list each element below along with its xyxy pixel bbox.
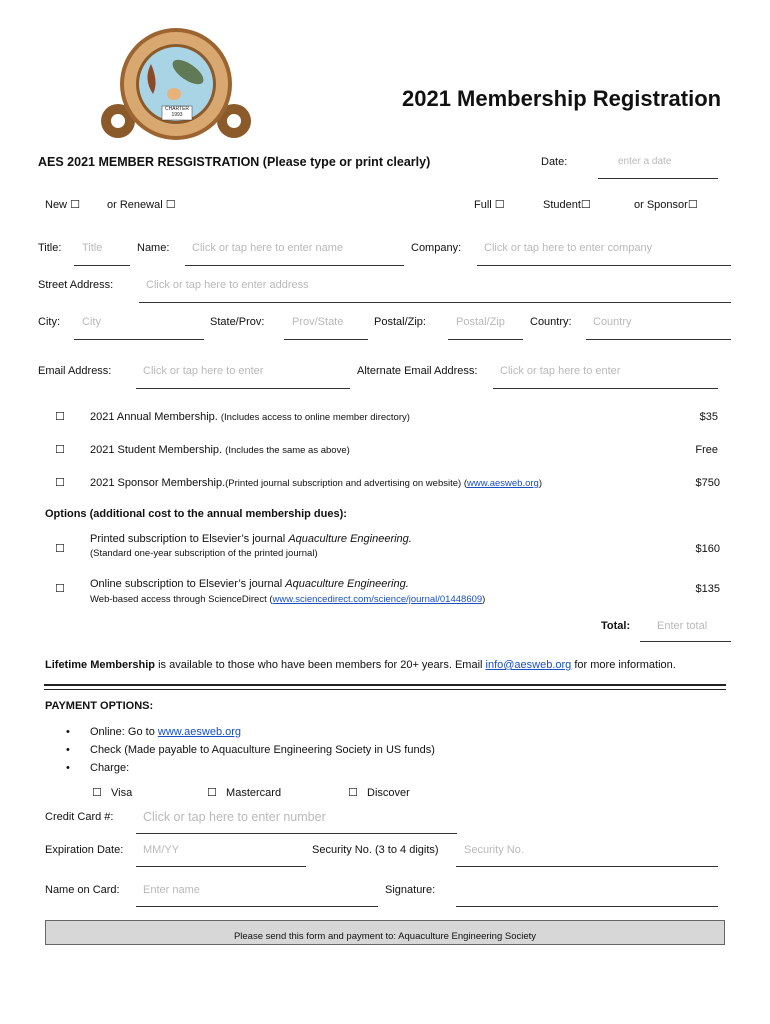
online-payment-link[interactable]: www.aesweb.org xyxy=(157,726,242,738)
options-heading: Options (additional cost to the annual membership dues): xyxy=(45,508,347,520)
printed-subscription-line2: (Standard one-year subscription of the printed journal) xyxy=(90,548,318,559)
bullet-check: • xyxy=(66,744,70,756)
online-subscription-price: $135 xyxy=(695,583,720,595)
cc-field[interactable]: Click or tap here to enter number xyxy=(143,810,326,824)
street-label: Street Address: xyxy=(38,279,114,291)
lifetime-note: Lifetime Membership is available to those who have been members for 20+ years. Email info@aesweb.org for more information. xyxy=(45,659,676,671)
total-underline xyxy=(640,641,731,642)
title-field[interactable]: Title xyxy=(82,242,103,254)
visa-checkbox[interactable]: ☐ Visa xyxy=(92,786,133,799)
cc-underline xyxy=(136,833,457,834)
aes-logo-emblem xyxy=(96,24,256,144)
exp-field[interactable]: MM/YY xyxy=(143,844,180,856)
state-label: State/Prov: xyxy=(210,316,265,328)
country-label: Country: xyxy=(530,316,572,328)
sponsor-membership-text: 2021 Sponsor Membership.(Printed journal subscription and advertising on website) (www.aesweb.org) xyxy=(90,477,542,489)
sec-underline xyxy=(456,866,718,867)
postal-field[interactable]: Postal/Zip xyxy=(456,316,505,328)
annual-membership-price: $35 xyxy=(699,411,718,423)
date-label: Date: xyxy=(541,156,568,168)
nameoncard-label: Name on Card: xyxy=(45,884,120,896)
page-title: 2021 Membership Registration xyxy=(402,86,722,111)
annual-membership-checkbox[interactable]: ☐ xyxy=(55,410,65,423)
sciencedirect-link[interactable]: www.sciencedirect.com/science/journal/01448609 xyxy=(272,594,483,605)
company-label: Company: xyxy=(411,242,462,254)
signature-field[interactable] xyxy=(456,906,718,907)
total-field[interactable]: Enter total xyxy=(657,620,708,632)
footer-text: Please send this form and payment to: Aquaculture Engineering Society xyxy=(233,931,537,942)
city-label: City: xyxy=(38,316,60,328)
exp-underline xyxy=(136,866,306,867)
city-field[interactable]: City xyxy=(82,316,101,328)
online-subscription-line2: Web-based access through ScienceDirect (www.sciencedirect.com/science/journal/01448609) xyxy=(90,594,486,605)
nameoncard-field[interactable]: Enter name xyxy=(143,884,200,896)
bullet-online: • xyxy=(66,726,70,738)
charge-payment: Charge: xyxy=(90,762,130,774)
printed-subscription-checkbox[interactable]: ☐ xyxy=(55,542,65,555)
logo-charter-text: CHARTER 1993 xyxy=(164,106,190,118)
state-field[interactable]: Prov/State xyxy=(292,316,344,328)
exp-label: Expiration Date: xyxy=(45,844,124,856)
signature-label: Signature: xyxy=(385,884,436,896)
cc-label: Credit Card #: xyxy=(45,811,114,823)
country-underline xyxy=(586,339,731,340)
postal-label: Postal/Zip: xyxy=(374,316,426,328)
online-subscription-checkbox[interactable]: ☐ xyxy=(55,582,65,595)
title-label: Title: xyxy=(38,242,62,254)
date-field[interactable]: enter a date xyxy=(618,156,672,167)
nameoncard-underline xyxy=(136,906,378,907)
bullet-charge: • xyxy=(66,762,70,774)
email-underline xyxy=(136,388,350,389)
street-underline xyxy=(139,302,731,303)
email-link[interactable]: info@aesweb.org xyxy=(485,659,572,671)
sec-field[interactable]: Security No. xyxy=(464,844,524,856)
student-membership-text: 2021 Student Membership. (Includes the same as above) xyxy=(90,444,350,456)
name-underline xyxy=(185,265,404,266)
annual-membership-text: 2021 Annual Membership. (Includes access to online member directory) xyxy=(90,411,410,423)
online-subscription-line1: Online subscription to Elsevier’s journal Aquaculture Engineering. xyxy=(90,578,409,590)
aes-logo xyxy=(96,24,256,144)
student-membership-price: Free xyxy=(695,444,718,456)
mastercard-checkbox[interactable]: ☐ Mastercard xyxy=(207,786,282,799)
sec-label: Security No. (3 to 4 digits) xyxy=(312,844,439,856)
sponsor-checkbox[interactable]: or Sponsor☐ xyxy=(634,198,698,211)
aesweb-link[interactable]: www.aesweb.org xyxy=(467,478,539,489)
new-checkbox[interactable]: New ☐ xyxy=(45,198,80,211)
date-underline xyxy=(598,178,718,179)
name-label: Name: xyxy=(137,242,170,254)
discover-checkbox[interactable]: ☐ Discover xyxy=(348,786,410,799)
student-checkbox[interactable]: Student☐ xyxy=(543,198,591,211)
student-membership-checkbox[interactable]: ☐ xyxy=(55,443,65,456)
renewal-checkbox[interactable]: or Renewal ☐ xyxy=(107,198,176,211)
street-field[interactable]: Click or tap here to enter address xyxy=(146,279,309,291)
name-field[interactable]: Click or tap here to enter name xyxy=(192,242,344,254)
title-underline xyxy=(74,265,130,266)
online-payment: Online: Go to www.aesweb.org xyxy=(90,726,242,738)
full-checkbox[interactable]: Full ☐ xyxy=(474,198,505,211)
city-underline xyxy=(74,339,204,340)
check-payment: Check (Made payable to Aquaculture Engineering Society in US funds) xyxy=(90,744,435,756)
alt-email-label: Alternate Email Address: xyxy=(357,365,478,377)
alt-email-field[interactable]: Click or tap here to enter xyxy=(500,365,621,377)
sponsor-membership-price: $750 xyxy=(695,477,720,489)
payment-heading: PAYMENT OPTIONS: xyxy=(45,700,154,712)
printed-subscription-line1: Printed subscription to Elsevier’s journal Aquaculture Engineering. xyxy=(90,533,412,545)
state-underline xyxy=(284,339,368,340)
email-label: Email Address: xyxy=(38,365,112,377)
total-label: Total: xyxy=(601,620,631,632)
company-underline xyxy=(477,265,731,266)
printed-subscription-price: $160 xyxy=(695,543,720,555)
section-divider xyxy=(44,684,726,690)
form-subtitle: AES 2021 MEMBER RESGISTRATION (Please type or print clearly) xyxy=(38,155,431,169)
email-field[interactable]: Click or tap here to enter xyxy=(143,365,264,377)
footer-box xyxy=(45,920,725,945)
alt-email-underline xyxy=(493,388,718,389)
sponsor-membership-checkbox[interactable]: ☐ xyxy=(55,476,65,489)
company-field[interactable]: Click or tap here to enter company xyxy=(484,242,653,254)
country-field[interactable]: Country xyxy=(593,316,632,328)
postal-underline xyxy=(448,339,523,340)
